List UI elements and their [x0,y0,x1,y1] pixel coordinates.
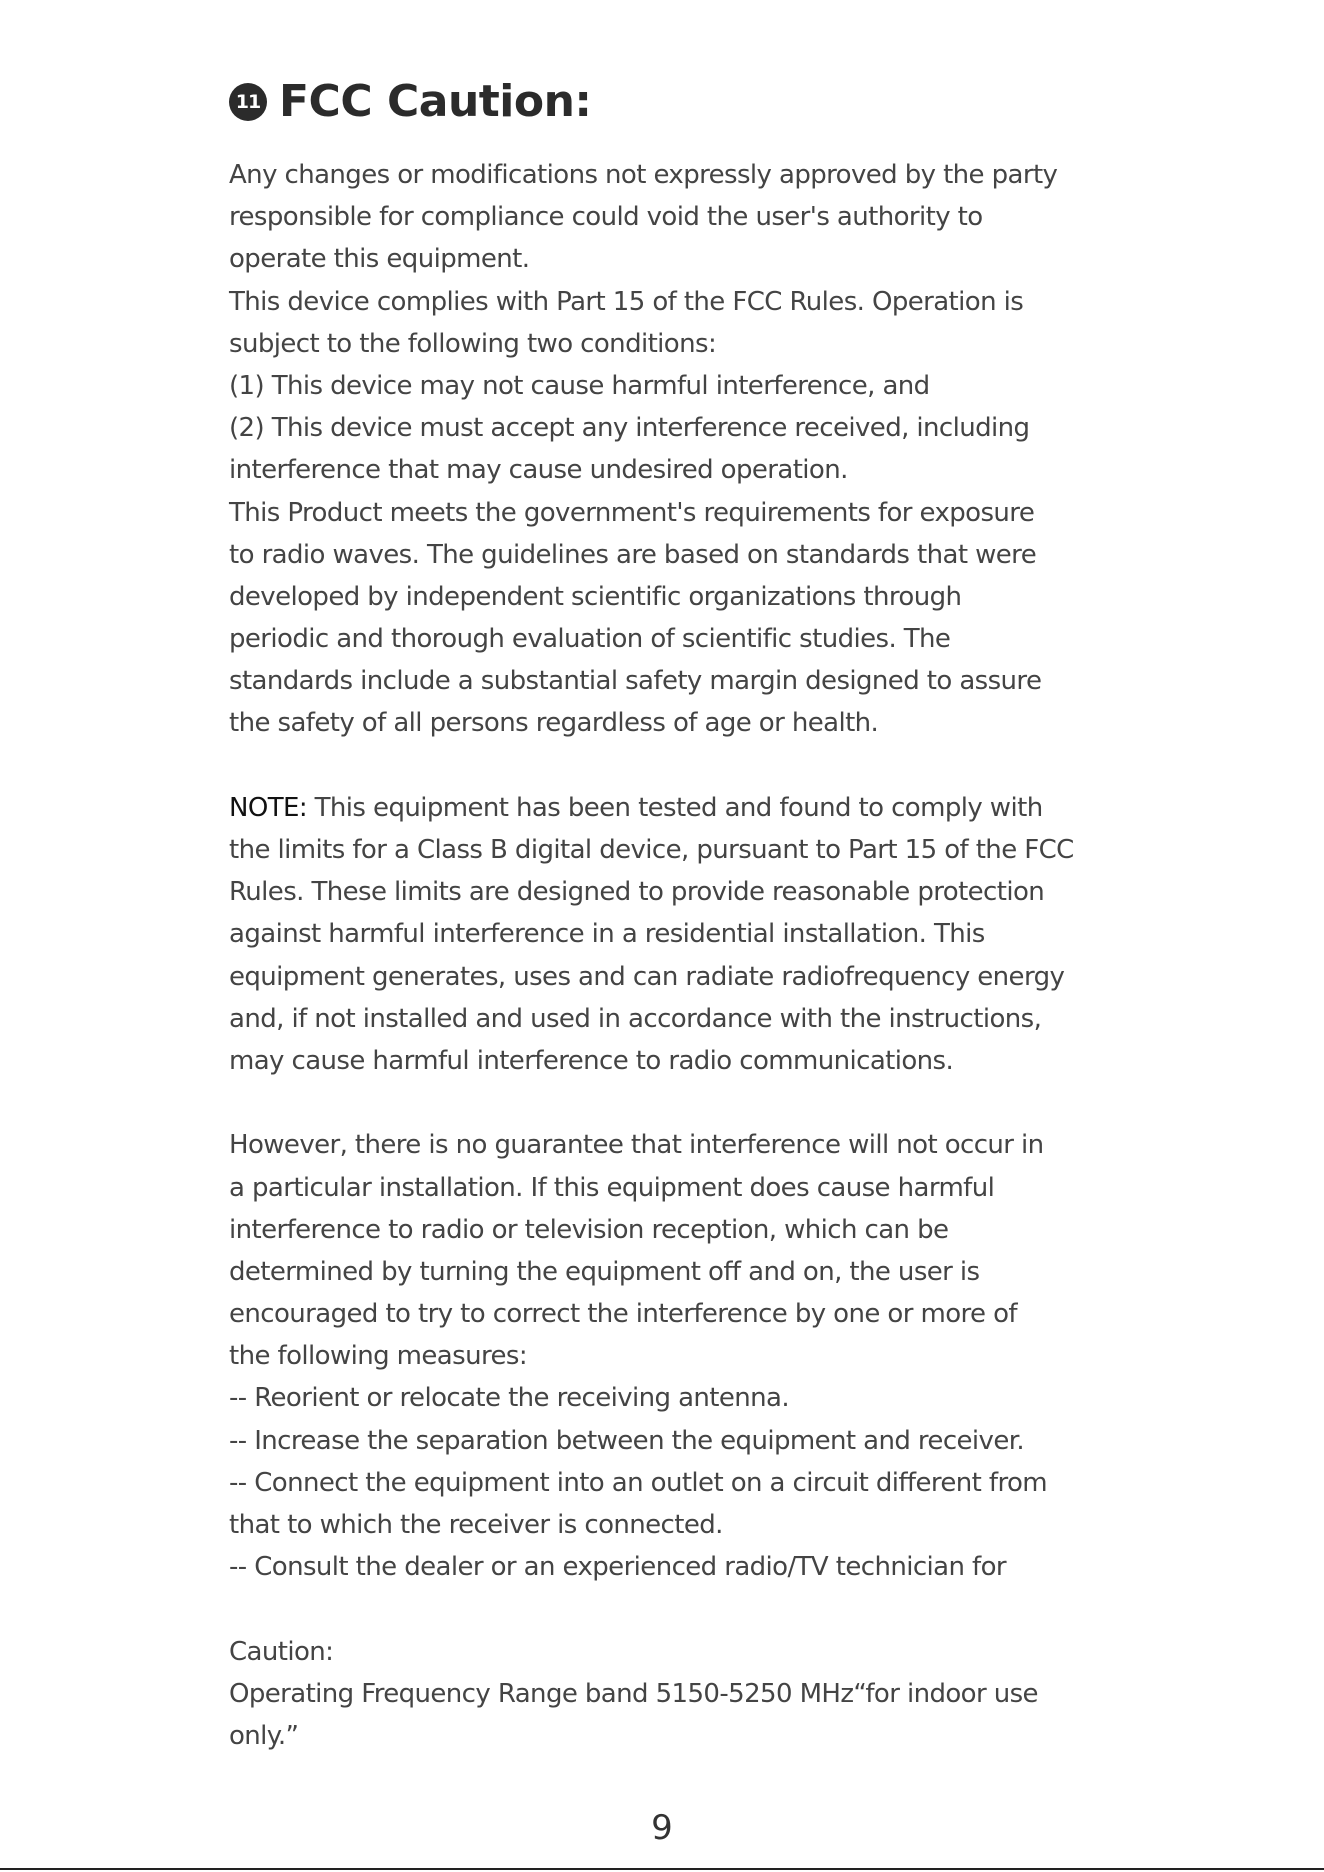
text-line: interference that may cause undesired operation. [229,455,848,486]
text-line: Operating Frequency Range band 5150-5250 MHz“for indoor use [229,1678,1038,1709]
text-line: the limits for a Class B digital device, pursuant to Part 15 of the FCC [229,835,1074,865]
text-line: Any changes or modifications not expressly approved by the party [229,160,1058,190]
text-line: encouraged to try to correct the interference by one or more of [229,1299,1017,1330]
text-line: that to which the receiver is connected. [229,1510,723,1540]
page-number: 9 [651,1808,673,1848]
text-line: -- Reorient or relocate the receiving antenna. [229,1383,790,1414]
paragraph-caution [229,1631,1229,1758]
text-line: and, if not installed and used in accordance with the instructions, [229,1003,1042,1034]
text-line: This device complies with Part 15 of the FCC Rules. Operation is [229,286,1024,317]
text-line: Rules. These limits are designed to provide reasonable protection [229,877,1045,908]
text-line: periodic and thorough evaluation of scientific studies. The [229,624,951,655]
text-line: However, there is no guarantee that interference will not occur in [229,1130,1044,1161]
paragraph-measures [229,1124,1229,1588]
note-first-line: This equipment has been tested and found to comply with [306,792,1043,823]
text-line: against harmful interference in a residential installation. This [229,919,985,950]
text-line: Caution: [229,1636,334,1667]
paragraph-note [229,787,1229,1082]
text-line: developed by independent scientific organizations through [229,581,962,612]
text-line: standards include a substantial safety margin designed to assure [229,666,1042,697]
section-number-badge: 11 [229,83,267,121]
text-line: only.” [229,1720,299,1751]
text-line: to radio waves. The guidelines are based on standards that were [229,539,1037,570]
text-line: -- Connect the equipment into an outlet on a circuit different from [229,1467,1048,1498]
body-text [229,154,1229,1757]
text-line: may cause harmful interference to radio communications. [229,1045,954,1076]
bottom-divider [0,1868,1324,1870]
paragraph-spacer [229,1082,1229,1124]
section-title: FCC Caution: [279,76,592,127]
text-line: (2) This device must accept any interference received, including [229,413,1030,444]
text-line: This Product meets the government's requirements for exposure [229,497,1035,528]
text-line: (1) This device may not cause harmful interference, and [229,370,930,401]
paragraph-spacer [229,1588,1229,1630]
paragraph-spacer [229,745,1229,787]
text-line: subject to the following two conditions: [229,328,717,359]
text-line: -- Increase the separation between the equipment and receiver. [229,1425,1025,1456]
text-line: operate this equipment. [229,244,530,275]
text-line: the safety of all persons regardless of age or health. [229,708,879,739]
section-heading [229,76,592,127]
paragraph-compliance [229,154,1229,745]
text-line: -- Consult the dealer or an experienced radio/TV technician for [229,1552,1006,1583]
text-line [229,787,1229,829]
text-line: determined by turning the equipment off and on, the user is [229,1256,980,1287]
text-line: responsible for compliance could void the user's authority to [229,202,983,233]
note-label: NOTE: [229,792,307,823]
text-line: interference to radio or television reception, which can be [229,1214,949,1245]
text-line: equipment generates, uses and can radiate radiofrequency energy [229,961,1065,992]
text-line: a particular installation. If this equipment does cause harmful [229,1172,995,1203]
text-line: the following measures: [229,1341,527,1372]
